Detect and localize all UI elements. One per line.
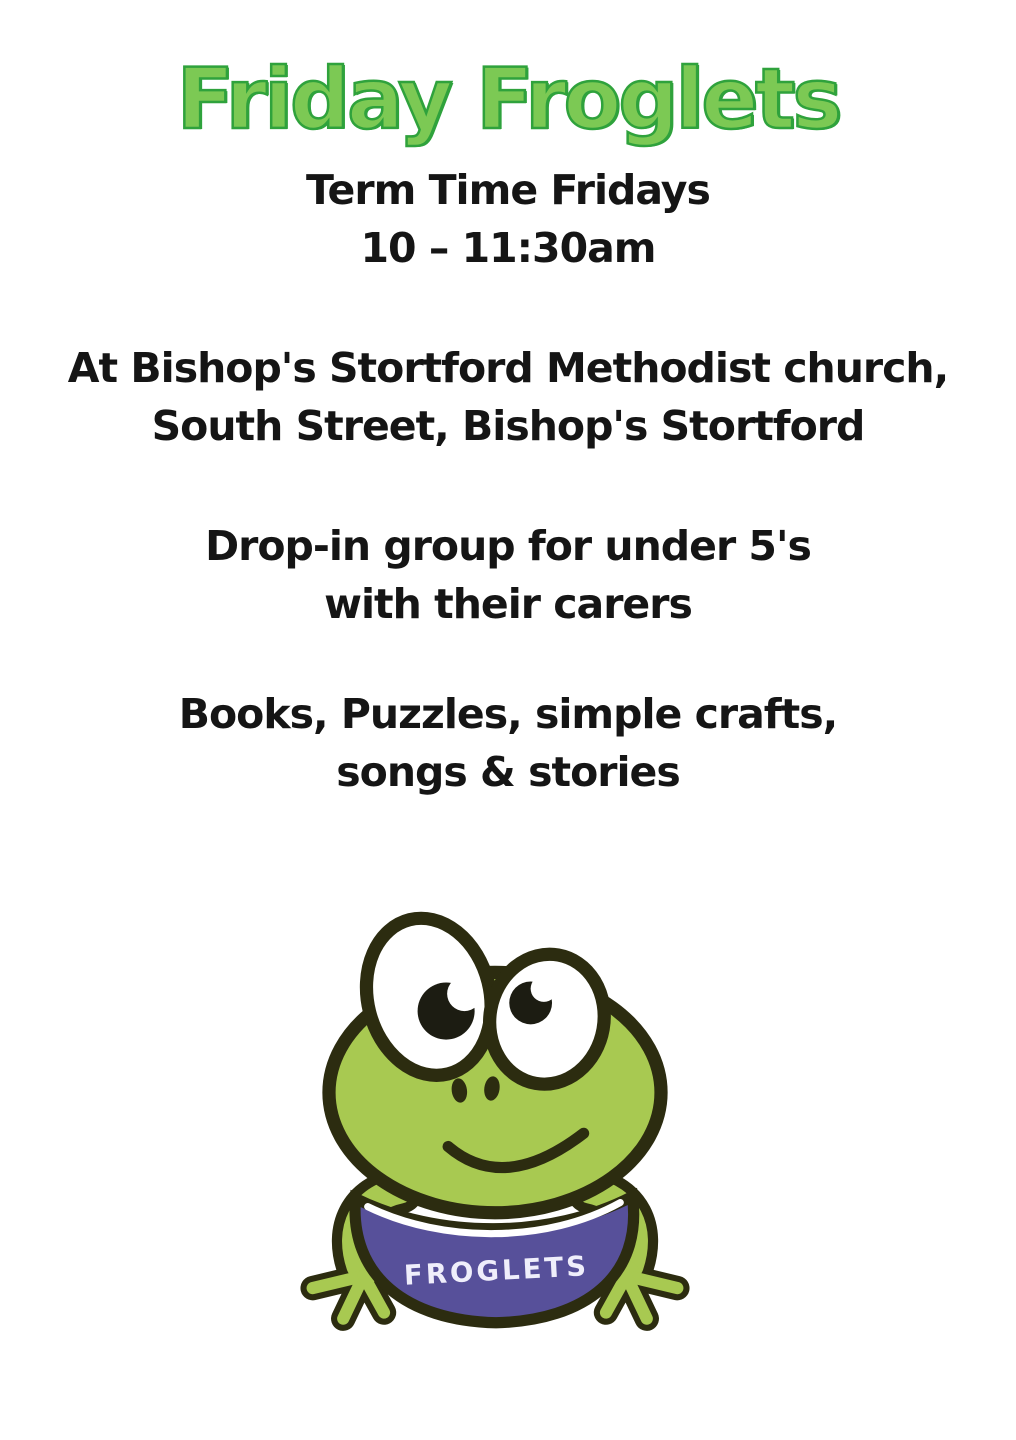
activities-line-1: Books, Puzzles, simple crafts, (178, 689, 838, 738)
frog-illustration (280, 897, 710, 1337)
audience-line-1: Drop-in group for under 5's (205, 521, 811, 570)
page-title: Friday Froglets (176, 50, 840, 148)
schedule-days: Term Time Fridays (306, 165, 710, 214)
location-line-1: At Bishop's Stortford Methodist church, (67, 343, 949, 392)
activities-section (0, 685, 1016, 801)
schedule-section (0, 161, 1016, 277)
audience-line-2: with their carers (324, 579, 692, 628)
location-line-2: South Street, Bishop's Stortford (151, 401, 865, 450)
location-section (0, 339, 1016, 455)
frog-shirt-label: FROGLETS (403, 1249, 590, 1292)
audience-section (0, 517, 1016, 633)
activities-line-2: songs & stories (336, 747, 680, 796)
froglets-mascot-illustration (0, 897, 1003, 1337)
schedule-time: 10 – 11:30am (360, 223, 656, 272)
